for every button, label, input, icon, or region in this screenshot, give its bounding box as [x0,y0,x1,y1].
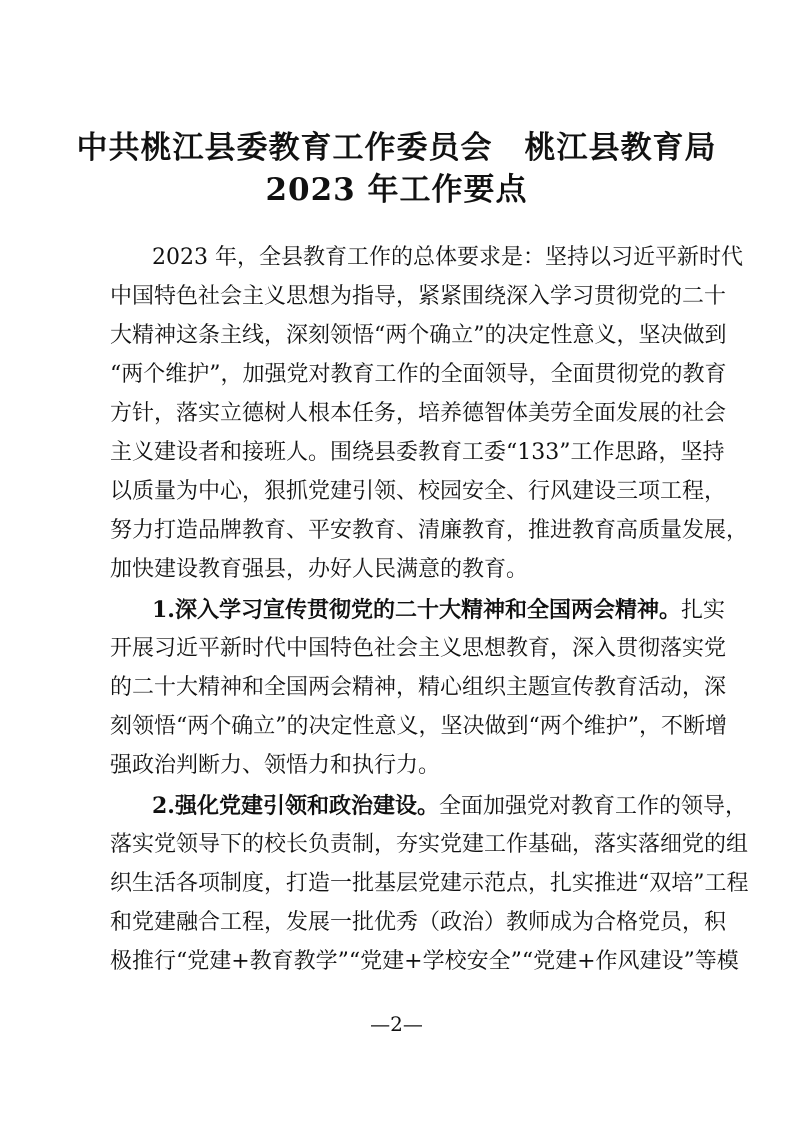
page-number: —2— [370,1012,423,1036]
text-span: 全面加强党对教育工作的领导， [438,794,747,819]
text-line [152,595,725,626]
text-line: 中国特色社会主义思想为指导，紧紧围绕深入学习贯彻党的二十 [110,284,727,309]
text-line: 强政治判断力、领悟力和执行力。 [110,753,441,778]
text-line: 和党建融合工程，发展一批优秀（政治）教师成为合格党员，积 [110,910,727,935]
text-line: 极推行“党建+教育教学”“党建+学校安全”“党建+作风建设”等模 [110,949,739,974]
text-line: 刻领悟“两个确立”的决定性意义，坚决做到“两个维护”，不断增 [110,714,727,739]
title-line-2: 2023 年工作要点 [265,172,528,208]
text-line: 落实党领导下的校长负责制，夯实党建工作基础，落实落细党的组 [110,832,749,857]
text-line: 大精神这条主线，深刻领悟“两个确立”的决定性意义，坚决做到 [110,323,727,348]
text-line: 努力打造品牌教育、平安教育、清廉教育，推进教育高质量发展， [110,518,749,543]
text-line [152,791,747,822]
text-line: 开展习近平新时代中国特色社会主义思想教育，深入贯彻落实党 [110,636,727,661]
text-line: 主义建设者和接班人。围绕县委教育工委“133”工作思路，坚持 [110,440,725,465]
text-line: 方针，落实立德树人根本任务，培养德智体美劳全面发展的社会 [110,401,727,426]
text-span: 扎实 [680,598,725,623]
text-line: 织生活各项制度，打造一批基层党建示范点，扎实推进“双培”工程 [110,871,749,896]
section-2-heading: 2.强化党建引领和政治建设。 [152,793,439,819]
text-line: 加快建设教育强县，办好人民满意的教育。 [110,557,529,582]
text-line: 的二十大精神和全国两会精神，精心组织主题宣传教育活动，深 [110,675,727,700]
title-line-1: 中共桃江县委教育工作委员会 桃江县教育局 [76,130,717,166]
text-line: “两个维护”，加强党对教育工作的全面领导，全面贯彻党的教育 [110,362,727,387]
text-line: 2023 年，全县教育工作的总体要求是：坚持以习近平新时代 [152,245,743,270]
section-1-heading: 1.深入学习宣传贯彻党的二十大精神和全国两会精神。 [152,597,681,623]
text-line: 以质量为中心，狠抓党建引领、校园安全、行风建设三项工程， [110,479,727,504]
